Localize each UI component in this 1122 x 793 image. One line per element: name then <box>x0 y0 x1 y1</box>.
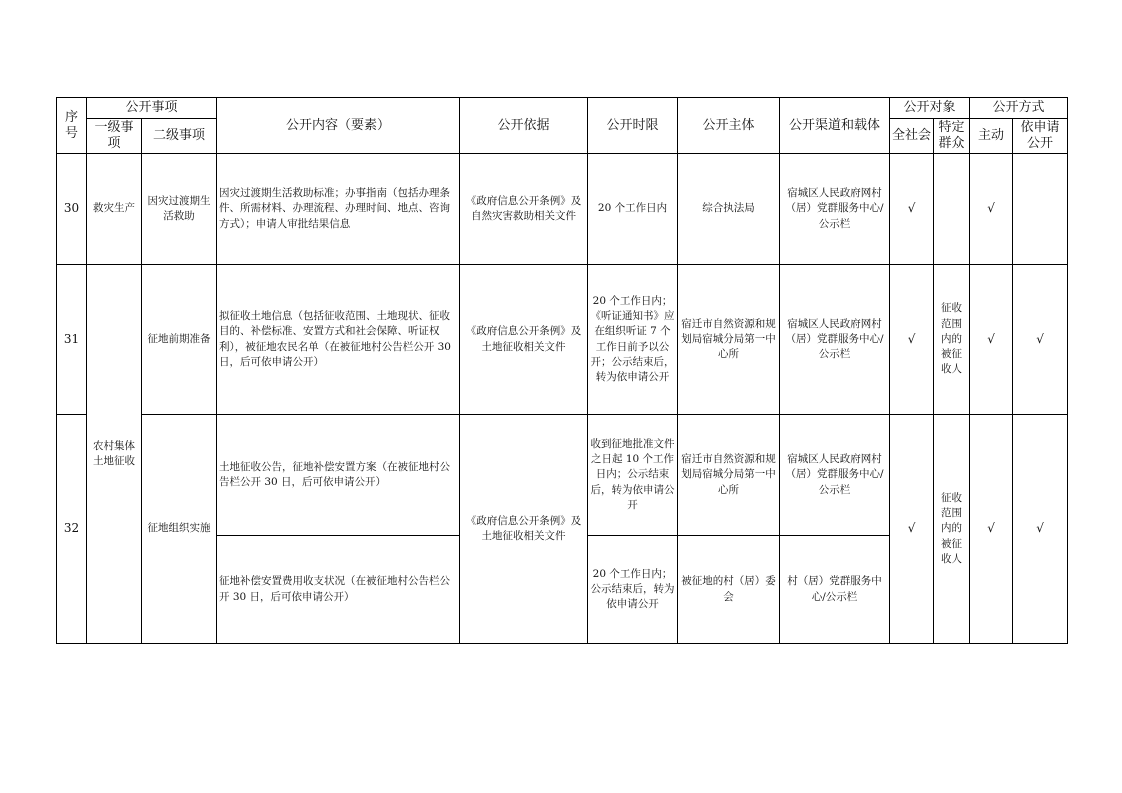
header-row-top <box>57 98 1068 119</box>
header-time-limit: 公开时限 <box>588 98 678 154</box>
header-channel: 公开渠道和载体 <box>780 98 890 154</box>
row-active-check: √ <box>970 415 1013 644</box>
row-content: 拟征收土地信息（包括征收范围、土地现状、征收目的、补偿标准、安置方式和社会保障、听证权利），被征地农民名单（在被征地村公告栏公开 30 日，后可依申请公开） <box>217 265 460 415</box>
row-on-request-check: √ <box>1013 415 1068 644</box>
header-whole-society: 全社会 <box>890 119 934 154</box>
header-seq: 序号 <box>57 98 87 154</box>
row-specific-group: 征收范围内的被征收人 <box>934 265 970 415</box>
row-level1: 农村集体土地征收 <box>87 265 142 644</box>
table-row-31 <box>57 265 1068 415</box>
header-specific-group: 特定群众 <box>934 119 970 154</box>
row-basis: 《政府信息公开条例》及土地征收相关文件 <box>460 265 588 415</box>
row-channel: 宿城区人民政府网村（居）党群服务中心/公示栏 <box>780 415 890 536</box>
row-seq: 32 <box>57 415 87 644</box>
row-seq: 31 <box>57 265 87 415</box>
row-specific-group: 征收范围内的被征收人 <box>934 415 970 644</box>
header-on-request: 依申请公开 <box>1013 119 1068 154</box>
row-whole-society-check: √ <box>890 415 934 644</box>
header-level2: 二级事项 <box>142 119 217 154</box>
table-row-30 <box>57 154 1068 265</box>
row-content: 征地补偿安置费用收支状况（在被征地村公告栏公开 30 日，后可依申请公开） <box>217 536 460 644</box>
header-items-group: 公开事项 <box>87 98 217 119</box>
row-channel: 宿城区人民政府网村（居）党群服务中心/公示栏 <box>780 154 890 265</box>
header-target-group: 公开对象 <box>890 98 970 119</box>
header-subject: 公开主体 <box>678 98 780 154</box>
row-time-limit: 20 个工作日内；《听证通知书》应在组织听证 7 个工作日前予以公开；公示结束后，转为依申请公开 <box>588 265 678 415</box>
row-channel: 宿城区人民政府网村（居）党群服务中心/公示栏 <box>780 265 890 415</box>
row-specific-group <box>934 154 970 265</box>
row-active-check: √ <box>970 154 1013 265</box>
row-on-request-check <box>1013 154 1068 265</box>
row-time-limit: 20 个工作日内 <box>588 154 678 265</box>
header-active: 主动 <box>970 119 1013 154</box>
row-time-limit: 20 个工作日内；公示结束后，转为依申请公开 <box>588 536 678 644</box>
row-channel: 村（居）党群服务中心/公示栏 <box>780 536 890 644</box>
table-row-32-part-1 <box>57 415 1068 536</box>
header-content: 公开内容（要素） <box>217 98 460 154</box>
row-content: 土地征收公告，征地补偿安置方案（在被征地村公告栏公开 30 日，后可依申请公开） <box>217 415 460 536</box>
row-level2: 征地组织实施 <box>142 415 217 644</box>
disclosure-table <box>56 97 1068 644</box>
row-content: 因灾过渡期生活救助标准；办事指南（包括办理条件、所需材料、办理流程、办理时间、地点、咨询方式）；申请人审批结果信息 <box>217 154 460 265</box>
row-level1: 救灾生产 <box>87 154 142 265</box>
row-time-limit: 收到征地批准文件之日起 10 个工作日内；公示结束后，转为依申请公开 <box>588 415 678 536</box>
row-basis: 《政府信息公开条例》及自然灾害救助相关文件 <box>460 154 588 265</box>
row-level2: 因灾过渡期生活救助 <box>142 154 217 265</box>
row-subject: 宿迁市自然资源和规划局宿城分局第一中心所 <box>678 415 780 536</box>
header-basis: 公开依据 <box>460 98 588 154</box>
row-seq: 30 <box>57 154 87 265</box>
row-active-check: √ <box>970 265 1013 415</box>
row-level2: 征地前期准备 <box>142 265 217 415</box>
row-subject: 被征地的村（居）委会 <box>678 536 780 644</box>
row-basis: 《政府信息公开条例》及土地征收相关文件 <box>460 415 588 644</box>
row-on-request-check: √ <box>1013 265 1068 415</box>
row-whole-society-check: √ <box>890 154 934 265</box>
row-whole-society-check: √ <box>890 265 934 415</box>
row-subject: 综合执法局 <box>678 154 780 265</box>
header-level1: 一级事项 <box>87 119 142 154</box>
row-subject: 宿迁市自然资源和规划局宿城分局第一中心所 <box>678 265 780 415</box>
header-method-group: 公开方式 <box>970 98 1068 119</box>
